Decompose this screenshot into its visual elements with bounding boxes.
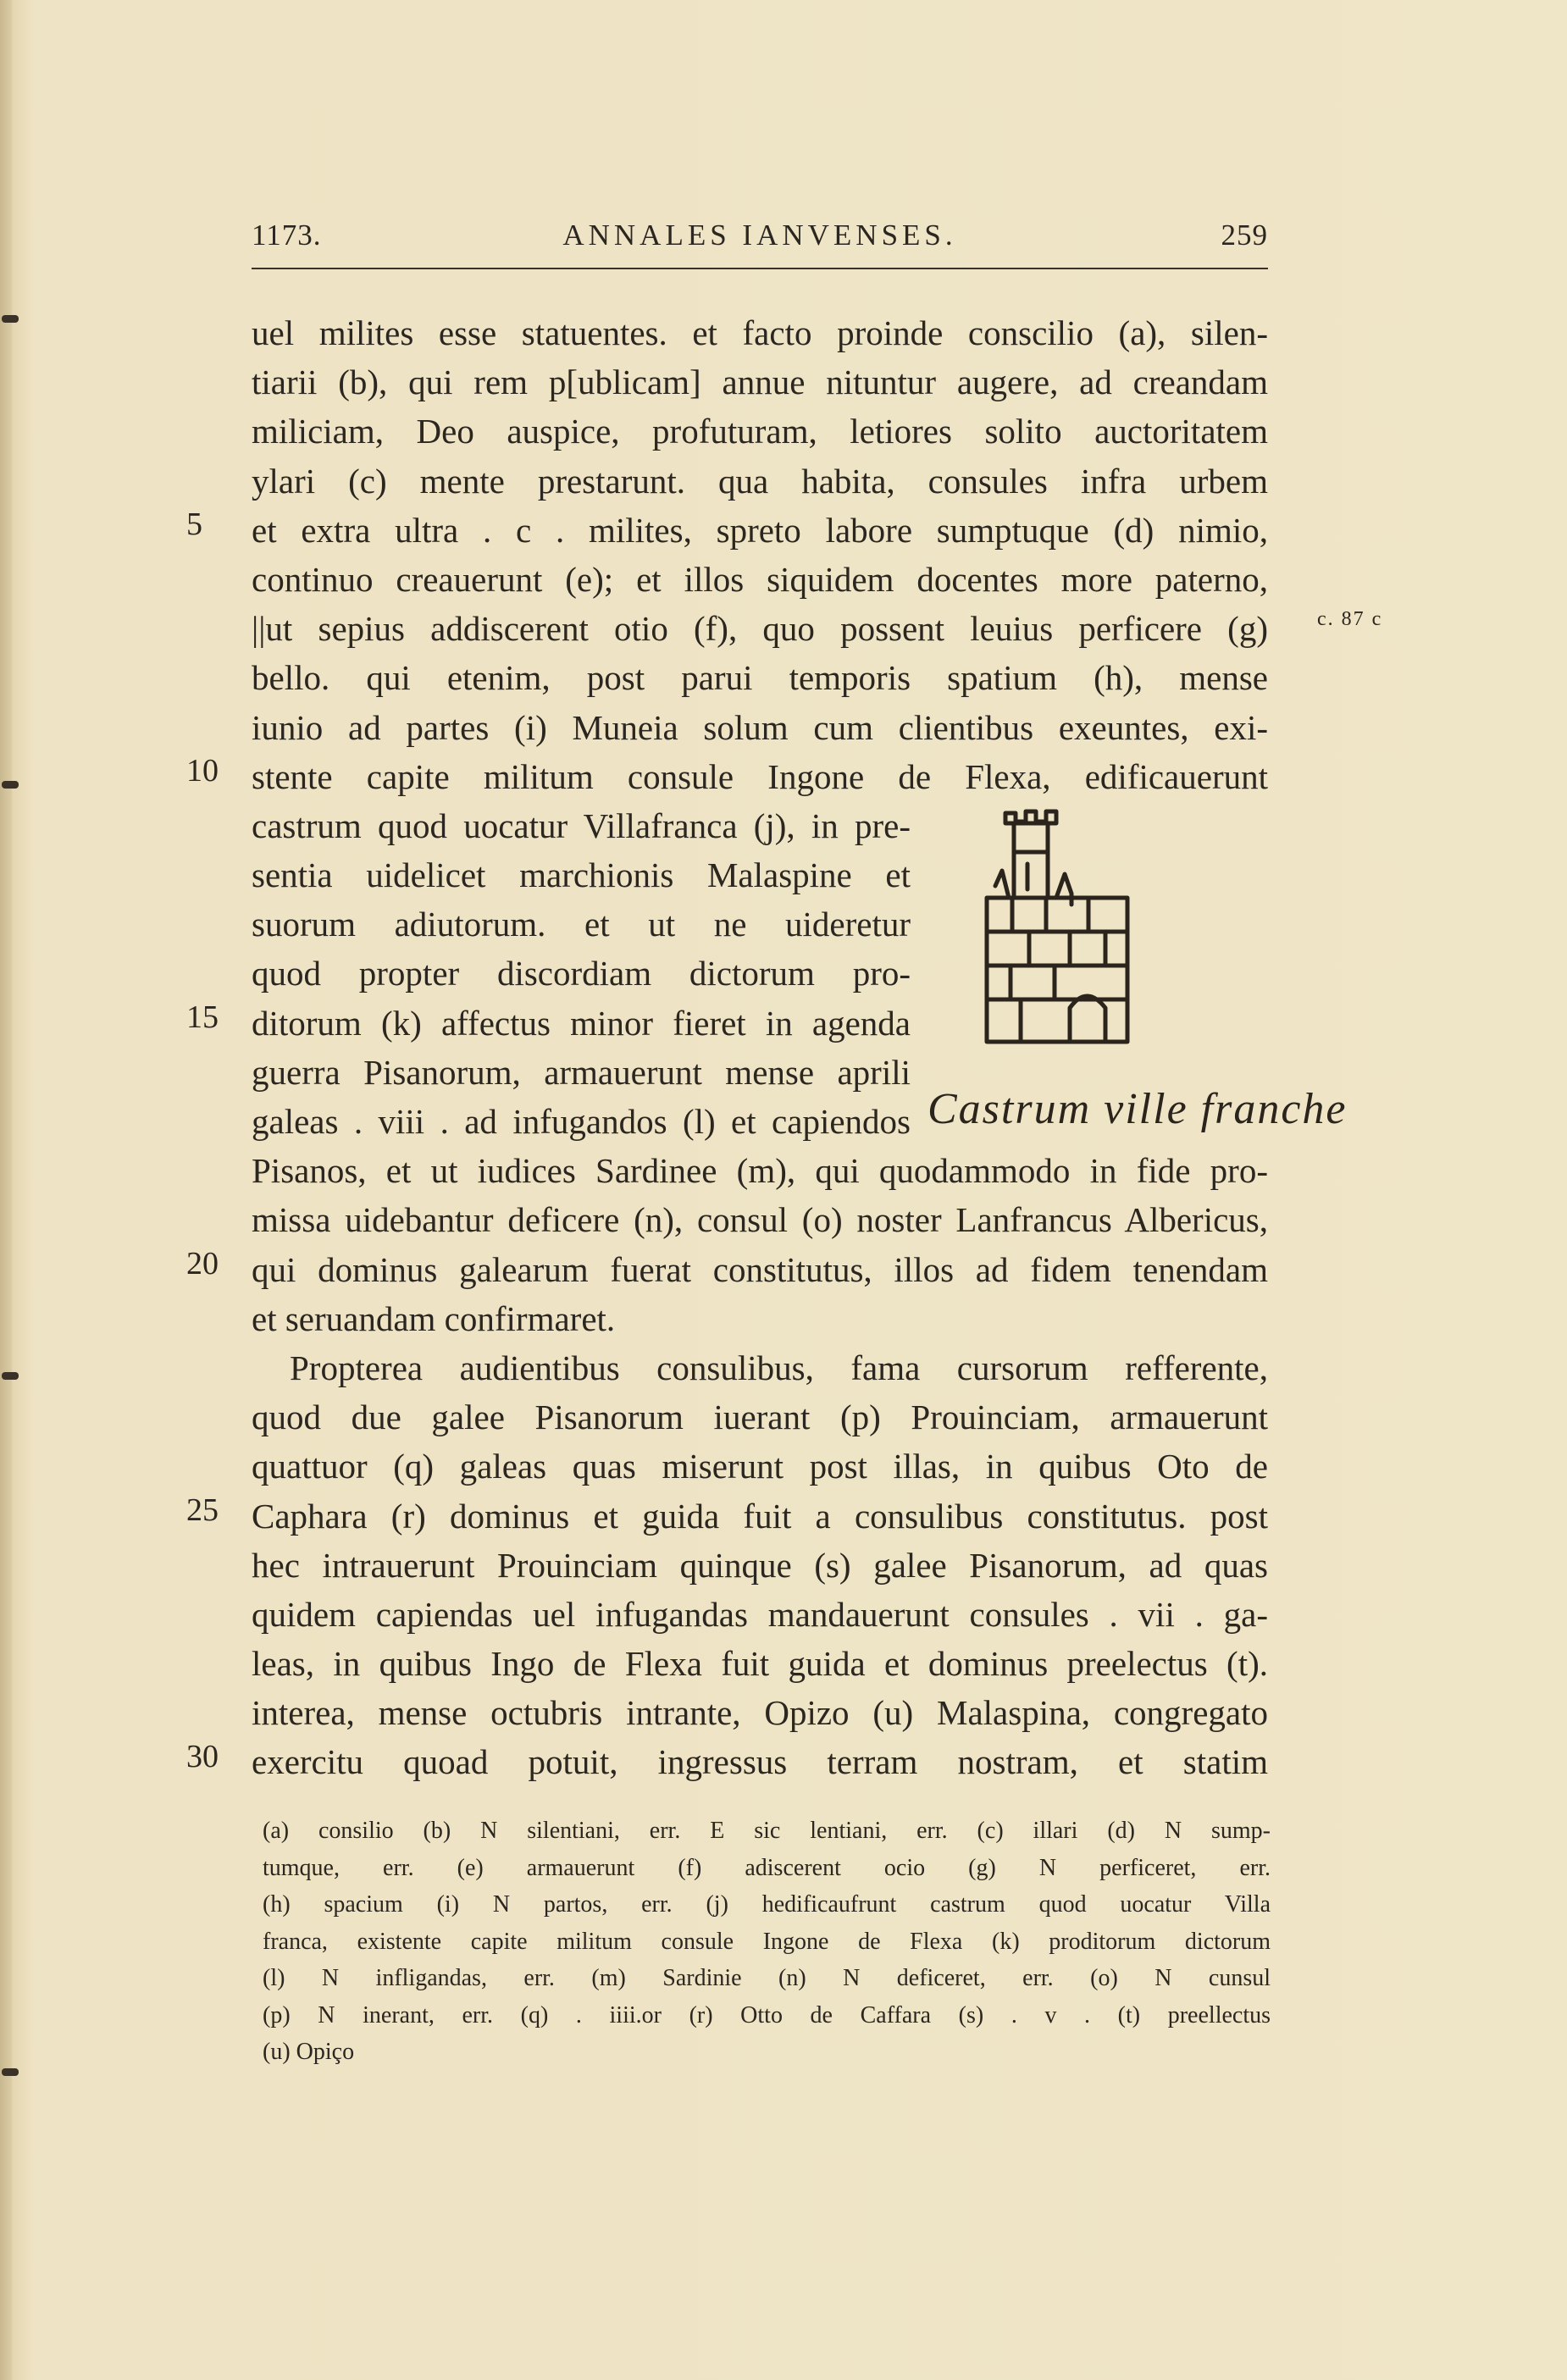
line-number: 20 (186, 1246, 219, 1281)
binding-stitch (2, 1372, 19, 1380)
text-line: qui dominus galearum fuerat constitutus, illos ad fidem tenendam (252, 1249, 1268, 1289)
text-line: stente capite militum consule Ingone de Flexa, edificauerunt (252, 756, 1268, 796)
sketch-caption: Castrum ville franche (927, 1085, 1348, 1133)
text-line: guerra Pisanorum, armauerunt mense aprili (252, 1052, 911, 1092)
text-line: Caphara (r) dominus et guida fuit a consulibus constitutus. post (252, 1496, 1268, 1536)
text-line: suorum adiutorum. et ut ne uideretur (252, 905, 911, 944)
text-line: castrum quod uocatur Villafranca (j), in pre- (252, 805, 911, 845)
text-line: hec intrauerunt Prouinciam quinque (s) galee Pisanorum, ad quas (252, 1545, 1268, 1585)
text-line: exercitu quoad potuit, ingressus terram nostram, et statim (252, 1742, 1268, 1782)
line-number: 15 (186, 999, 219, 1035)
footnote-line: (l) N infligandas, err. (m) Sardinie (n) N deficeret, err. (o) N cunsul (263, 1965, 1271, 1991)
text-line: tiarii (b), qui rem p[ublicam] annue nituntur augere, ad creandam (252, 363, 1268, 402)
footnote-line: (p) N inerant, err. (q) . iiii.or (r) Otto de Caffara (s) . v . (t) preellectus (263, 2001, 1271, 2029)
footnote-line: (h) spacium (i) N partos, err. (j) hedificaufrunt castrum quod uocatur Villa (263, 1891, 1271, 1918)
castle-drawing (987, 811, 1127, 1042)
text-line: et seruandam confirmaret. (252, 1298, 616, 1338)
footnote-line: tumque, err. (e) armauerunt (f) adiscerent ocio (g) N perficeret, err. (263, 1854, 1271, 1881)
header-year: 1173. (252, 219, 322, 252)
binding-stitch (2, 315, 19, 323)
text-line: missa uidebantur deficere (n), consul (o) noster Lanfrancus Albericus, (252, 1200, 1268, 1240)
text-line: et extra ultra . c . milites, spreto labore sumptuque (d) nimio, (252, 510, 1268, 550)
line-number: 5 (186, 506, 202, 542)
text-line: uel milites esse statuentes. et facto proinde conscilio (a), silen- (252, 313, 1268, 352)
margin-folio-note: c. 87 c (1317, 608, 1383, 630)
binding-stitch (2, 2068, 19, 2076)
text-line: leas, in quibus Ingo de Flexa fuit guida et dominus preelectus (t). (252, 1644, 1268, 1684)
text-line: iunio ad partes (i) Muneia solum cum clientibus exeuntes, exi- (252, 707, 1268, 747)
text-line: ylari (c) mente prestarunt. qua habita, consules infra urbem (252, 461, 1268, 501)
line-number: 25 (186, 1492, 219, 1528)
footnotes (263, 1813, 1271, 2071)
footnote-line: (u) Opiço (263, 2039, 355, 2065)
line-number: 10 (186, 753, 219, 789)
binding-stitch (2, 781, 19, 789)
text-line: sentia uidelicet marchionis Malaspine et (252, 855, 911, 895)
text-line: quod due galee Pisanorum iuerant (p) Prouinciam, armauerunt (252, 1398, 1268, 1437)
text-line: Pisanos, et ut iudices Sardinee (m), qui quodammodo in fide pro- (252, 1151, 1268, 1191)
text-line: quod propter discordiam dictorum pro- (252, 954, 911, 994)
running-header (252, 219, 1268, 257)
text-line: ||ut sepius addiscerent otio (f), quo possent leuius perficere (g) (252, 609, 1268, 649)
text-line: quidem capiendas uel infugandas mandauerunt consules . vii . ga- (252, 1594, 1268, 1634)
text-line: galeas . viii . ad infugandos (l) et capiendos (252, 1102, 911, 1141)
page-binding-edge (0, 0, 12, 2380)
line-number: 30 (186, 1739, 219, 1774)
text-line: quattuor (q) galeas quas miserunt post illas, in quibus Oto de (252, 1447, 1268, 1486)
header-title: ANNALES IANVENSES. (562, 219, 957, 252)
text-line: bello. qui etenim, post parui temporis spatium (h), mense (252, 658, 1268, 698)
text-line: interea, mense octubris intrante, Opizo (u) Malaspina, congregato (252, 1693, 1268, 1733)
castle-sketch-illustration (919, 805, 1348, 1143)
text-line: Propterea audientibus consulibus, fama cursorum refferente, (290, 1348, 1268, 1387)
footnote-line: (a) consilio (b) N silentiani, err. E sic lentiani, err. (c) illari (d) N sump- (263, 1818, 1271, 1844)
text-line: ditorum (k) affectus minor fieret in agenda (252, 1003, 911, 1043)
header-page-number: 259 (1221, 219, 1268, 252)
text-line: continuo creauerunt (e); et illos siquidem docentes more paterno, (252, 559, 1268, 599)
text-line: miliciam, Deo auspice, profuturam, letiores solito auctoritatem (252, 412, 1268, 451)
header-rule (252, 268, 1268, 269)
footnote-line: franca, existente capite militum consule Ingone de Flexa (k) proditorum dictorum (263, 1928, 1271, 1955)
